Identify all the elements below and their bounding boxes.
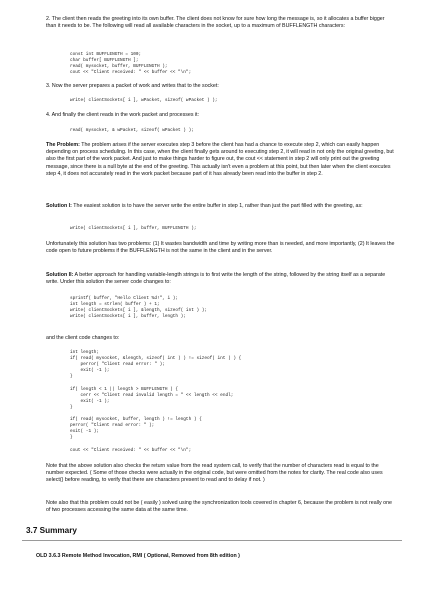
code-block-write-packet: write( clientSockets[ i ], wPacket, sizeof( wPacket ) ); [70,98,218,103]
code-block-read-greeting: const int BUFFLENGTH = 100; char buffer[ BUFFLENGTH ]; read( mysocket, buffer, BUFFLENGTH ); cout << "Client received: " << buffer << "\n"; [70,52,192,76]
problem-paragraph [46,142,396,178]
code-block-server-changes: sprintf( buffer, "Hello Client %d!", i ); int length = strlen( buffer ) + 1; write( clientSockets[ i ], &length, sizeof( int ) ); write( clientSockets[ i ], buffer, length ); [70,296,208,320]
divider [22,540,402,541]
problem-text: The problem arises if the server executes step 3 before the client has had a chance to execute step 2, which can easily happen depending on process scheduling. In this case, when the client finally gets around to executing step 2, it will read in not only the original greeting, but also the first part of the work packet. And just to make things harder to figure out, the cout << statement in step 2 will only print out the greeting message, since there is a null byte at the end of the greeting. This actually isn't even a problem at this point, but then later when the client executes step 4, it does not accurately read in the work packet because part of it has already been read into the buffer in step 2. [46,142,394,177]
unfortunately-paragraph: Unfortunately this solution has two problems: (1) It wastes bandwidth and time by writing more than is needed, and more importantly, (2) It leaves the code open to future problems if the BUFFLENGTH is not the same in the client and in the server. [46,241,395,255]
note-1-paragraph: Note that the above solution also checks the return value from the read system call, to verify that the number of characters read is equal to the number expected. ( Some of those checks were actually in the original code, but were omitted from the notes for clarity. The real code also uses select() before reading, to verify that there are characters present to read and to delay if not. ) [46,463,383,484]
solution-1-text: The easiest solution is to have the server write the entire buffer in step 1, rather than just the part filled with the greeting, as: [71,203,363,209]
code-block-write-full-buffer: write( clientSockets[ i ], buffer, BUFFLENGTH ); [70,226,197,231]
solution-2-label: Solution II: [46,272,74,278]
solution-2-text: A better approach for handling variable-length strings is to first write the length of the string, followed by the string itself as a separate write. Under this solution the server code changes to: [46,272,386,286]
client-changes-paragraph: and the client code changes to: [46,335,120,341]
code-block-read-packet: read( mysocket, & wPacket, sizeof( wPacket ) ); [70,128,194,133]
solution-1-label: Solution I: [46,203,72,209]
step-3-paragraph: 3. Now the server prepares a packet of work and writes that to the socket: [46,83,219,89]
step-2-paragraph: 2. The client then reads the greeting into its own buffer. The client does not know for sure how long the message is, so it allocates a buffer bigger than it needs to be. The following will read all available characters in the socket, up to a maximum of BUFFLENGTH characters: [46,16,385,30]
solution-2-paragraph [46,272,396,286]
section-heading: 3.7 Summary [26,526,77,535]
old-section-heading: OLD 3.6.3 Remote Method Invocation, RMI ( Optional, Removed from 8th edition ) [36,553,240,559]
note-2-paragraph: Note also that this problem could not be ( easily ) solved using the synchronization tools covered in chapter 6, because the problem is not really one of two processes accessing the same data at the same time. [46,500,392,514]
solution-1-paragraph [46,203,396,210]
problem-label: The Problem: [46,142,80,148]
step-4-paragraph: 4. And finally the client reads in the work packet and processes it: [46,112,200,118]
code-block-client-changes: int length; if( read( mysocket, &length, sizeof( int ) ) != sizeof( int ) ) { perror( "Client read error: " ); exit( -1 ); } if( length < 1 || length > BUFFLENGTH ) { cerr << "Client read invalid length = " << length << endl; exit( -1 ); } if( read( mysocket, buffer, length ) != length ) { perror( "Client read error: " ); exit( -1 ); } cout << "Client received: " << buffer << "\n"; [70,350,242,453]
